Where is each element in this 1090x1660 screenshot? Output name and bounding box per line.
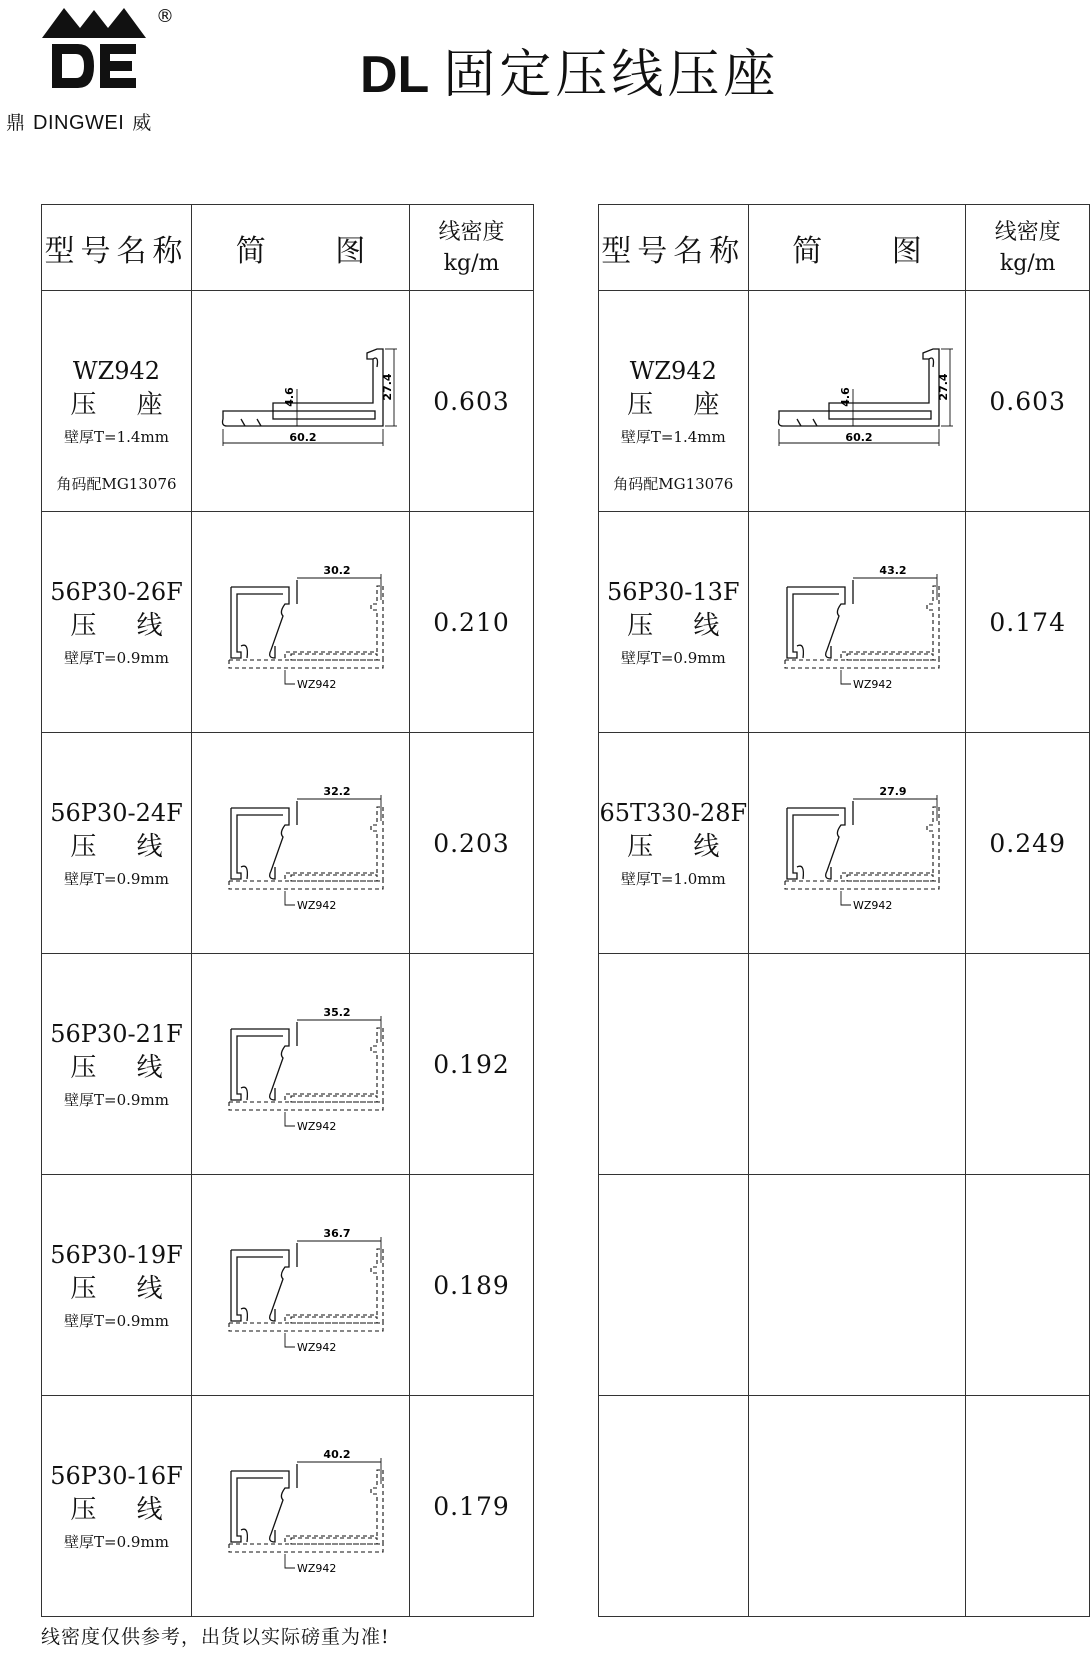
table-row [42,1396,534,1617]
table-row [599,733,1090,954]
table-row [42,1175,534,1396]
figure-cell [192,1396,410,1617]
density-cell [410,733,534,954]
profile-type: 压 线 [627,832,736,862]
empty-cell [966,954,1090,1175]
figure-cell [192,512,410,733]
dimension-label: 30.2 [322,564,351,577]
table-row [599,1175,1090,1396]
dimension-label: 4.6 [282,387,296,407]
profile-type: 压 线 [627,611,736,641]
dingwei-logo-mark [38,4,150,96]
empty-cell [599,1175,749,1396]
dimension-label: 40.2 [322,1448,351,1461]
table-row [42,291,534,512]
density-value: 0.203 [433,828,510,858]
model-code: 56P30-26F [50,578,183,606]
model-code: 56P30-13F [607,578,740,606]
table-row [42,733,534,954]
seat-profile-drawing [201,341,401,461]
brand-name: 鼎 DINGWEI 威 [6,112,152,134]
dimension-label: 60.2 [288,431,317,444]
bead-profile-drawing [201,763,401,923]
figure-cell [748,733,966,954]
density-cell [966,291,1090,512]
reference-label: WZ942 [296,678,336,691]
density-value: 0.192 [433,1049,510,1079]
empty-cell [748,954,966,1175]
model-code: 56P30-21F [50,1020,183,1048]
figure-cell [192,954,410,1175]
figure-cell [192,291,410,512]
registered-mark: ® [156,6,174,27]
model-cell [42,1175,192,1396]
bead-profile-drawing [201,1426,401,1586]
profile-type: 压 座 [627,389,736,420]
page-title: DL 固定压线压座 [360,45,780,105]
profile-type: 压 线 [70,611,179,641]
density-cell [410,954,534,1175]
density-value: 0.603 [989,386,1066,416]
model-code: 56P30-24F [50,799,183,827]
wall-thickness: 壁厚T=0.9mm [64,1312,169,1330]
wall-thickness: 壁厚T=1.4mm [620,427,726,446]
profile-type: 压 线 [70,1053,179,1083]
dimension-label: 27.9 [879,785,907,798]
density-cell [410,1396,534,1617]
figure-cell [748,512,966,733]
density-cell [966,512,1090,733]
dimension-label: 27.4 [380,373,394,401]
empty-cell [966,1396,1090,1617]
header-name: 型号名称 [599,205,749,291]
wall-thickness: 壁厚T=0.9mm [64,1091,169,1109]
density-cell [410,291,534,512]
reference-label: WZ942 [296,1120,336,1133]
density-value: 0.189 [433,1270,510,1300]
empty-cell [599,954,749,1175]
density-value: 0.249 [989,828,1066,858]
model-code: 56P30-16F [50,1462,183,1490]
profile-type: 压 线 [70,1274,179,1304]
footer-note: 线密度仅供参考，出货以实际磅重为准! [41,1626,390,1648]
empty-cell [966,1175,1090,1396]
table-row [599,291,1090,512]
model-cell [599,512,749,733]
figure-cell [192,733,410,954]
wall-thickness: 壁厚T=1.4mm [64,427,169,446]
density-cell [410,512,534,733]
model-cell [599,733,749,954]
model-cell [42,291,192,512]
density-value: 0.174 [989,607,1066,637]
dimension-label: 43.2 [879,564,907,577]
model-cell [42,512,192,733]
wall-thickness: 壁厚T=0.9mm [64,870,169,888]
table-row [42,954,534,1175]
reference-label: WZ942 [296,1341,336,1354]
dimension-label: 4.6 [838,387,852,407]
bead-profile-drawing [201,1205,401,1365]
empty-cell [599,1396,749,1617]
model-code: WZ942 [629,356,717,385]
table-row [599,954,1090,1175]
density-cell [966,733,1090,954]
wall-thickness: 壁厚T=0.9mm [64,649,169,667]
density-value: 0.603 [433,386,510,416]
table-row [599,1396,1090,1617]
model-cell [42,1396,192,1617]
table-row [42,512,534,733]
header-figure: 简 图 [748,205,966,291]
model-cell [42,733,192,954]
header-name: 型号名称 [42,205,192,291]
bead-profile-drawing [757,763,957,923]
seat-profile-drawing [757,341,957,461]
spec-table-right [598,204,1090,1617]
reference-label: WZ942 [852,899,893,912]
bead-profile-drawing [201,542,401,702]
bead-profile-drawing [757,542,957,702]
brand-logo [6,4,186,134]
header-density: 线密度 kg/m [410,205,534,291]
corner-note: 角码配MG13076 [613,474,734,493]
reference-label: WZ942 [296,1562,336,1575]
dimension-label: 35.2 [322,1006,351,1019]
header-density: 线密度 kg/m [966,205,1090,291]
profile-type: 压 线 [70,1495,179,1525]
wall-thickness: 壁厚T=0.9mm [620,649,726,667]
empty-cell [748,1396,966,1617]
figure-cell [748,291,966,512]
model-code: WZ942 [72,356,161,385]
density-cell [410,1175,534,1396]
dimension-label: 32.2 [322,785,351,798]
wall-thickness: 壁厚T=0.9mm [64,1533,169,1551]
dimension-label: 36.7 [322,1227,351,1240]
profile-type: 压 座 [70,389,179,420]
header-figure: 简 图 [192,205,410,291]
figure-cell [192,1175,410,1396]
reference-label: WZ942 [852,678,893,691]
profile-type: 压 线 [70,832,179,862]
wall-thickness: 壁厚T=1.0mm [620,870,726,888]
model-code: 56P30-19F [50,1241,183,1269]
dimension-label: 60.2 [845,431,873,444]
empty-cell [748,1175,966,1396]
density-value: 0.179 [433,1491,510,1521]
model-cell [599,291,749,512]
table-row [599,512,1090,733]
corner-note: 角码配MG13076 [56,474,177,493]
bead-profile-drawing [201,984,401,1144]
model-cell [42,954,192,1175]
dimension-label: 27.4 [936,373,950,401]
density-value: 0.210 [433,607,510,637]
reference-label: WZ942 [296,899,336,912]
model-code: 65T330-28F [599,799,748,827]
spec-table-left [41,204,534,1617]
